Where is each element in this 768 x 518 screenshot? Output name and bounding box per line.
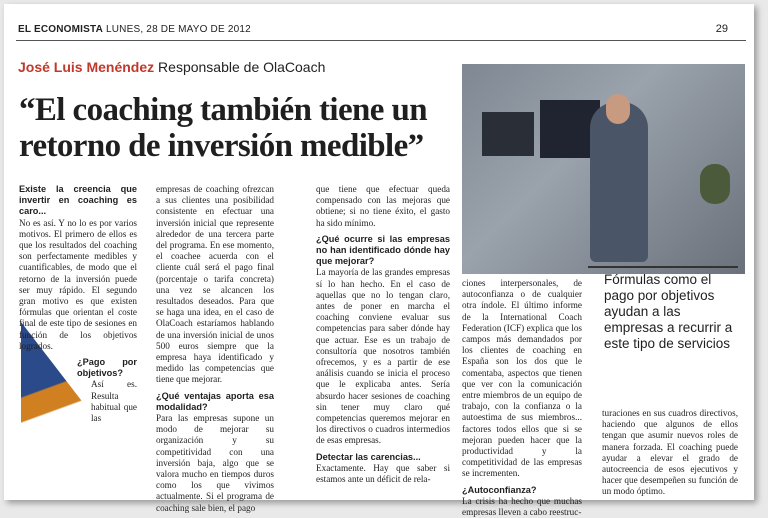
paragraph: turaciones en sus cuadros directivos, haciendo que algunos de ellos tengan que asumir nuevos roles de manera forzada. El coaching puede ayudar a elevar el grado de autocreencia de esos ejecutivos y hacer que desempeñen su función de un modo óptimo. (602, 408, 738, 497)
paragraph: Así es. Resulta habitual que las (91, 379, 137, 424)
paragraph: Exactamente. Hay que saber si estamos ante un déficit de rela- (316, 462, 450, 485)
photo-speaker-head (606, 94, 630, 124)
subhead: ¿Pago por objetivos? (77, 357, 137, 379)
pull-quote: Fórmulas como el pago por objetivos ayudan a las empresas a recurrir a este tipo de servicios (604, 272, 733, 351)
paragraph: que tiene que efectuar queda compensado con las mejoras que obtiene; si no tiene éxito, el gasto ha sido mínimo. (316, 184, 450, 228)
issue-date: LUNES, 28 DE MAYO DE 2012 (106, 24, 251, 35)
header-rule (16, 40, 746, 41)
column-1 (19, 184, 137, 424)
headline (19, 92, 459, 164)
paragraph: No es así. Y no lo es por varios motivos. El primero de ellos es que los resultados del coaching son perfectamente medibles y cuantificables, de modo que el retorno de la inversión puede ser muy rápido. El segundo gran motivo es que existen fórmulas que orientan el coste final de este tipo de sesiones en función de los objetivos logrados. (19, 217, 137, 351)
paragraph: Para las empresas supone un modo de mejorar su organización y su competitividad con una inversión baja, algo que se valora mucho en tiempos duros como los que vivimos actualmente. Si el programa de coaching sale bien, el pago (156, 413, 274, 513)
page-number: 29 (715, 23, 728, 35)
paragraph: La crisis ha hecho que muchas empresas lleven a cabo reestruc- (462, 495, 582, 518)
subhead: ¿Qué ventajas aporta esa modalidad? (156, 390, 274, 412)
subhead: ¿Autoconfianza? (462, 484, 537, 495)
headline-line-2: retorno de inversión medible” (19, 128, 424, 164)
photo-speaker (590, 102, 648, 262)
column-2 (156, 184, 274, 514)
headline-line-1: “El coaching también tiene un (19, 92, 427, 128)
photo-screen (482, 112, 534, 156)
paragraph: ciones interpersonales, de autoconfianza o de cualquier otra índole. El último informe de la International Coach Federation (ICF) explica que los campos más demandados por los clientes de coaching en España son los dos que le comentaba, aspectos que tienen que ver con la comunicación entre miembros de un equipo de trabajo, con la confianza o la autoestima de sus miembros... factores todos ellos que si se mejoran pueden hacer que la productividad y la competitividad de las empresas se incrementen. (462, 278, 582, 479)
byline (18, 59, 325, 75)
column-3 (316, 184, 450, 485)
newspaper-page (4, 4, 754, 518)
subhead: ¿Qué ocurre si las empresas no han identificado dónde hay que mejorar? (316, 233, 450, 267)
column-4 (462, 278, 582, 518)
interview-photo (462, 64, 745, 274)
intro-question: Existe la creencia que invertir en coaching es caro... (19, 184, 137, 217)
photo-plant (700, 164, 730, 204)
paragraph: empresas de coaching ofrezcan a sus clientes una posibilidad consistente en efectuar una inversión inicial que represente alrededor de una tercera parte del programa. En ese momento, el coachee acuerda con el cliente cuál será el pago final (porcentaje o tarifa concreta) una vez se alcancen los resultados deseados. Para que se haga una idea, en el caso de OlaCoach estaríamos hablando de una inversión inicial de unos 500 euros siempre que la empresa haya identificado y medido las competencias que tiene que mejorar. (156, 184, 274, 385)
publication-name: EL ECONOMISTA (18, 24, 104, 35)
paragraph: La mayoría de las grandes empresas sí lo han hecho. En el caso de aquellas que no lo tengan claro, antes de poner en marcha el coaching conviene evaluar sus competencias para saber dónde hay que actuar. Ese es un trabajo de consultoría que nosotros también ofrecemos, y es a partir de ese análisis cuando se inicia el proceso que le explicaba antes. Sería absurdo hacer sesiones de coaching sin tener muy claro qué competencias queremos mejorar en los directivos o cuadros intermedios de esas empresas. (316, 267, 450, 446)
author-name: José Luis Menéndez (18, 59, 155, 75)
pull-quote-rule (588, 266, 738, 268)
author-role: Responsable de OlaCoach (158, 59, 326, 75)
column-5 (602, 408, 738, 498)
subhead: Detectar las carencias... (316, 451, 421, 462)
page-header (18, 24, 251, 35)
